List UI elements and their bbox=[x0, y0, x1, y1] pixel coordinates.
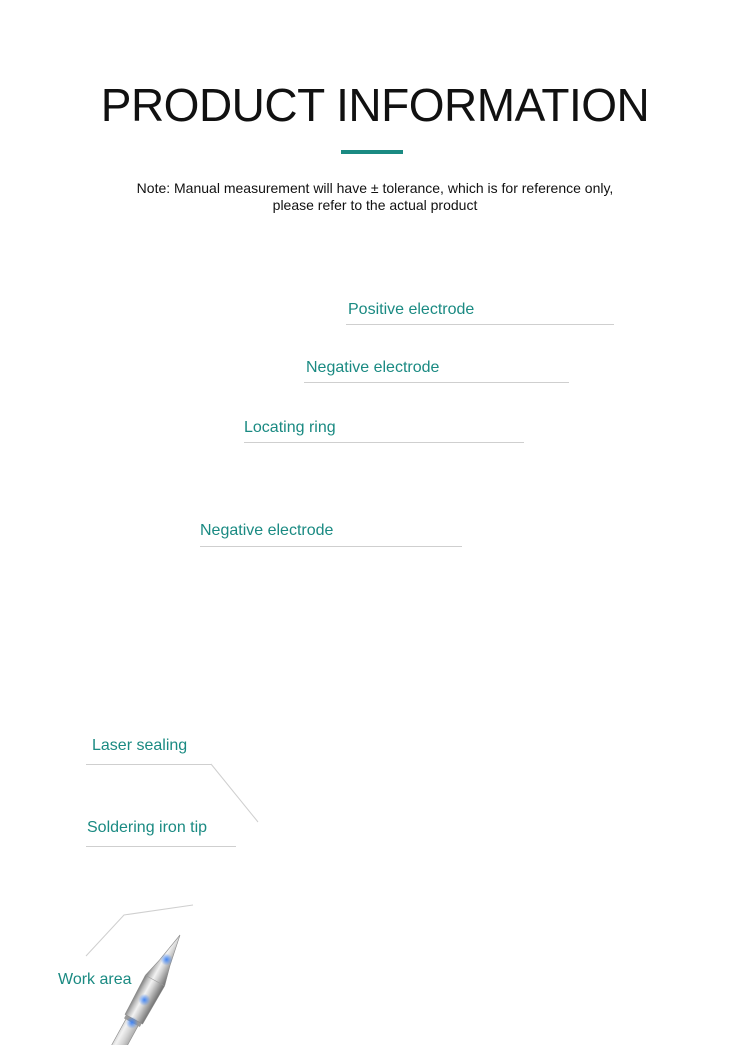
label-work-area: Work area bbox=[58, 971, 132, 988]
note-line-2: please refer to the actual product bbox=[272, 197, 478, 213]
label-locating-ring: Locating ring bbox=[244, 419, 336, 436]
note-line-1: Note: Manual measurement will have ± tolerance, which is for reference only, bbox=[136, 180, 614, 196]
label-positive-electrode: Positive electrode bbox=[348, 301, 475, 318]
label-negative-electrode-top: Negative electrode bbox=[306, 359, 440, 376]
page-title: PRODUCT INFORMATION bbox=[100, 79, 650, 131]
leader-soldering-iron-tip bbox=[86, 846, 236, 847]
label-soldering-iron-tip: Soldering iron tip bbox=[87, 819, 208, 836]
label-laser-sealing: Laser sealing bbox=[92, 737, 188, 754]
label-negative-electrode-body: Negative electrode bbox=[200, 522, 334, 539]
